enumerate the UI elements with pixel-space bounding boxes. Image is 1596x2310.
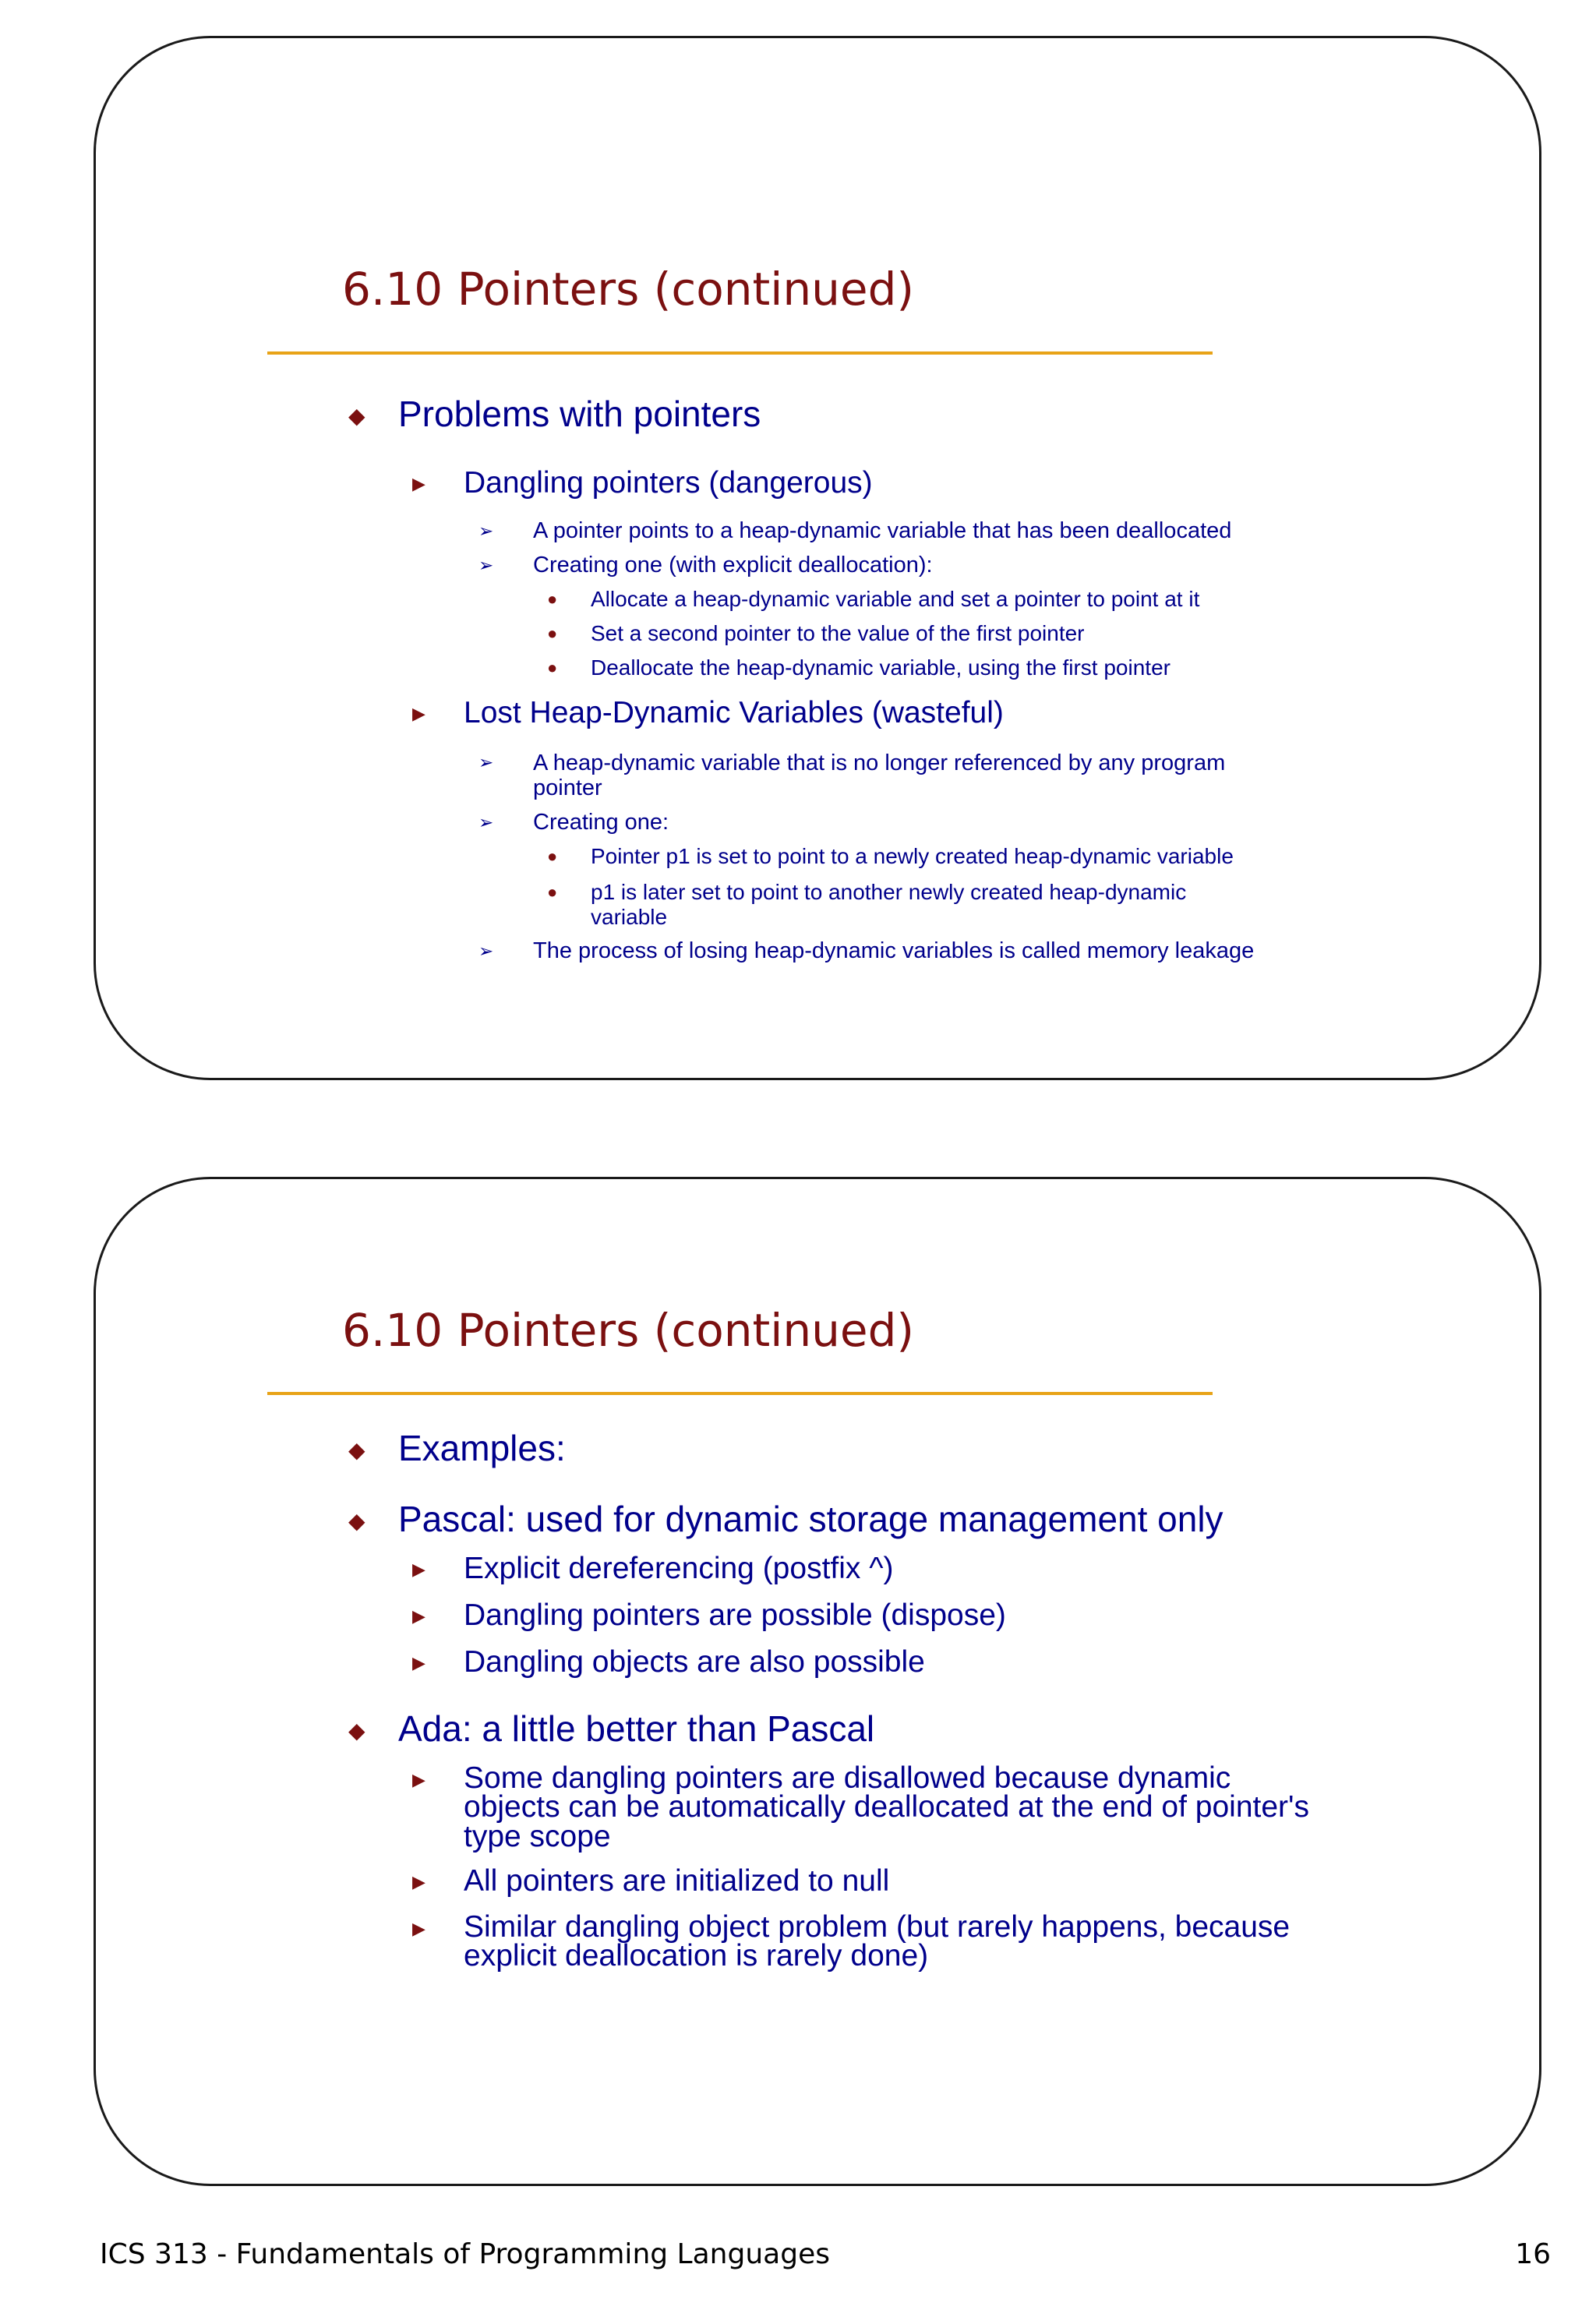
bullet-allocate-variable: ● Allocate a heap-dynamic variable and set a pointer to point at it xyxy=(547,587,1200,611)
diamond-bullet-icon: ◆ xyxy=(348,1509,365,1533)
dot-bullet-icon: ● xyxy=(547,658,558,677)
slide-1-title: 6.10 Pointers (continued) xyxy=(342,263,915,316)
bullet-pascal: ◆ Pascal: used for dynamic storage management only xyxy=(348,1499,1223,1539)
bullet-creating-one-explicit: ➢ Creating one (with explicit deallocation): xyxy=(478,553,933,578)
bullet-examples: ◆ Examples: xyxy=(348,1428,566,1468)
footer-course-title: ICS 313 - Fundamentals of Programming Languages xyxy=(100,2238,830,2270)
slide-2 xyxy=(94,1177,1541,2186)
diamond-bullet-icon: ◆ xyxy=(348,1718,365,1743)
bullet-initialized-to-null: ▶ All pointers are initialized to null xyxy=(412,1864,890,1898)
dot-bullet-icon: ● xyxy=(547,882,558,902)
diamond-bullet-icon: ◆ xyxy=(348,404,365,428)
bullet-dangling-pointers-possible: ▶ Dangling pointers are possible (dispose) xyxy=(412,1598,1006,1632)
bullet-creating-one: ➢ Creating one: xyxy=(478,810,669,835)
triangle-bullet-icon: ▶ xyxy=(412,1919,425,1938)
bullet-some-dangling-disallowed: ▶ Some dangling pointers are disallowed because dynamic objects can be automatically deallocated at the end of pointer's type scope xyxy=(412,1761,1309,1853)
bullet-explicit-dereferencing: ▶ Explicit dereferencing (postfix ^) xyxy=(412,1552,894,1585)
triangle-bullet-icon: ▶ xyxy=(412,1606,425,1626)
triangle-bullet-icon: ▶ xyxy=(412,1770,425,1789)
diamond-bullet-icon: ◆ xyxy=(348,1438,365,1462)
page-number: 16 xyxy=(1515,2238,1551,2270)
dot-bullet-icon: ● xyxy=(547,589,558,609)
arrow-bullet-icon: ➢ xyxy=(478,752,494,772)
bullet-deallocate-variable: ● Deallocate the heap-dynamic variable, using the first pointer xyxy=(547,655,1171,680)
triangle-bullet-icon: ▶ xyxy=(412,704,425,723)
triangle-bullet-icon: ▶ xyxy=(412,1653,425,1672)
triangle-bullet-icon: ▶ xyxy=(412,474,425,493)
dot-bullet-icon: ● xyxy=(547,846,558,866)
bullet-pointer-p1-set: ● Pointer p1 is set to point to a newly created heap-dynamic variable xyxy=(547,844,1234,868)
bullet-similar-dangling-object: ▶ Similar dangling object problem (but rarely happens, because explicit deallocation is rarely done) xyxy=(412,1910,1291,1973)
arrow-bullet-icon: ➢ xyxy=(478,941,494,961)
arrow-bullet-icon: ➢ xyxy=(478,521,494,541)
arrow-bullet-icon: ➢ xyxy=(478,555,494,575)
arrow-bullet-icon: ➢ xyxy=(478,812,494,832)
slide-1 xyxy=(94,36,1541,1080)
bullet-set-second-pointer: ● Set a second pointer to the value of the first pointer xyxy=(547,621,1085,645)
triangle-bullet-icon: ▶ xyxy=(412,1559,425,1579)
dot-bullet-icon: ● xyxy=(547,623,558,643)
bullet-p1-later-set: ● p1 is later set to point to another newly created heap-dynamic variable xyxy=(547,880,1187,930)
slide-2-title: 6.10 Pointers (continued) xyxy=(342,1304,915,1357)
bullet-no-longer-referenced: ➢ A heap-dynamic variable that is no longer referenced by any program pointer xyxy=(478,751,1226,801)
triangle-bullet-icon: ▶ xyxy=(412,1872,425,1891)
slide-2-title-rule xyxy=(267,1392,1213,1395)
bullet-problems-with-pointers: ◆ Problems with pointers xyxy=(348,394,761,434)
bullet-memory-leakage: ➢ The process of losing heap-dynamic variables is called memory leakage xyxy=(478,938,1255,963)
bullet-ada: ◆ Ada: a little better than Pascal xyxy=(348,1708,875,1749)
bullet-pointer-deallocated: ➢ A pointer points to a heap-dynamic variable that has been deallocated xyxy=(478,518,1232,543)
bullet-lost-heap-dynamic: ▶ Lost Heap-Dynamic Variables (wasteful) xyxy=(412,696,1004,729)
bullet-dangling-pointers: ▶ Dangling pointers (dangerous) xyxy=(412,466,873,500)
slide-1-title-rule xyxy=(267,351,1213,355)
bullet-dangling-objects-possible: ▶ Dangling objects are also possible xyxy=(412,1645,925,1679)
